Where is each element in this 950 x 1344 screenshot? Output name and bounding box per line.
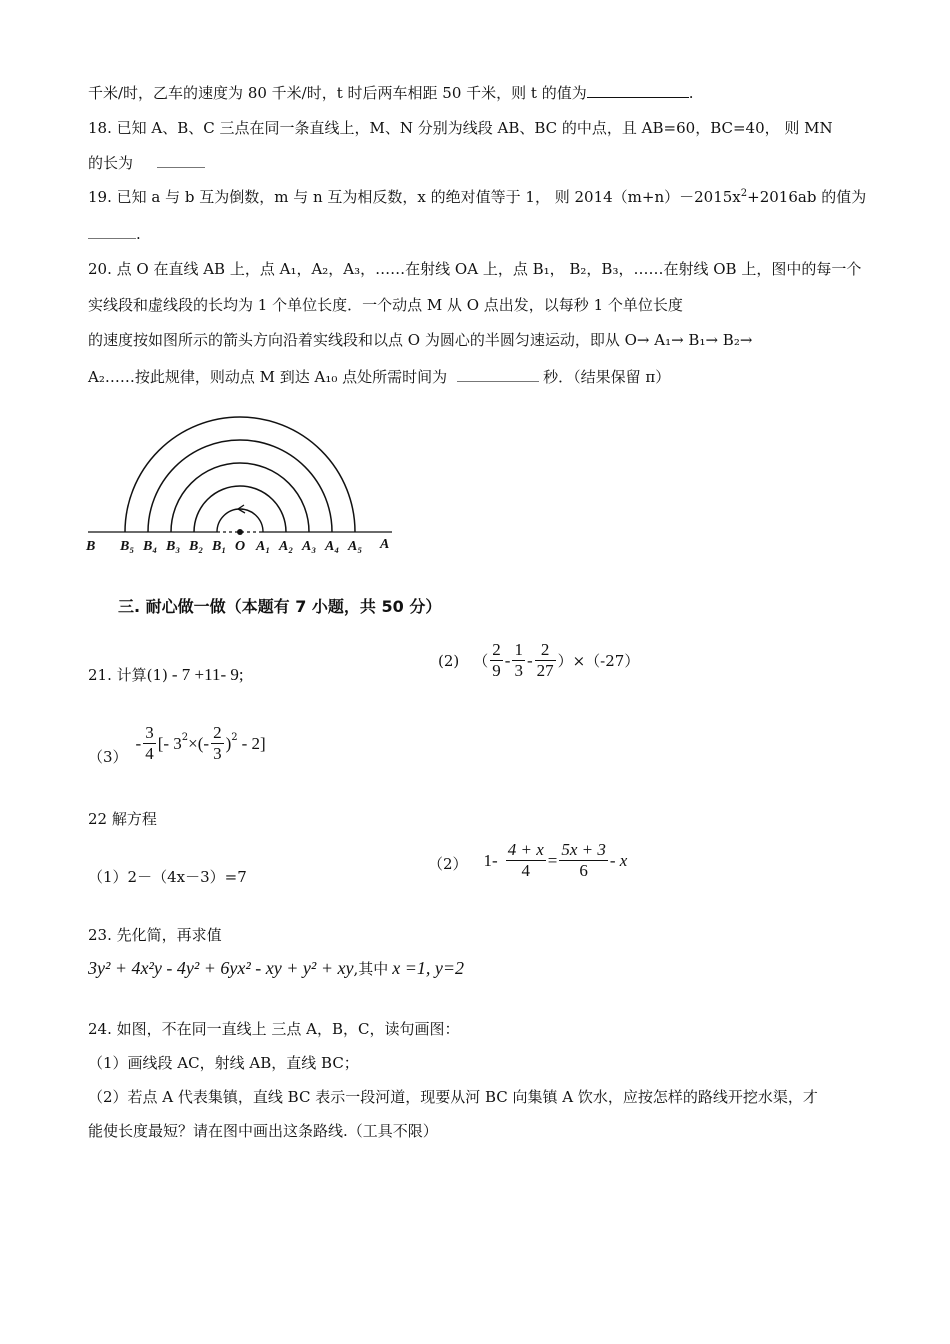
label-a: A	[380, 537, 390, 552]
center-point-o	[237, 529, 243, 535]
label-b2: B₂	[189, 539, 204, 554]
semicircle-4	[125, 417, 355, 532]
q21-3: （3） - $\frac{3}{4}$ [- 3 $^2$ ×(- $\frac{2}{3}$ ) $^2$ - 2]	[88, 723, 266, 766]
q18-blank[interactable]	[157, 153, 205, 168]
label-b4: B₄	[143, 539, 158, 554]
q19-blank[interactable]	[88, 224, 136, 239]
semicircle-2	[171, 463, 309, 532]
label-a1: A₁	[256, 539, 271, 554]
q24-line1: 24. 如图，不在同一直线上 三点 A，B，C，读句画图：	[88, 1020, 460, 1038]
q19-line2: .	[88, 224, 141, 243]
q17-tail: 千米/时，乙车的速度为 80 千米/时，t 时后两车相距 50 千米，则 t 的值为 .	[88, 84, 694, 102]
label-a4: A₄	[325, 539, 340, 554]
label-a2: A₂	[279, 539, 294, 554]
q18-line1: 18. 已知 A、B、C 三点在同一条直线上，M、N 分别为线段 AB、BC 的中点，且 AB=60，BC=40， 则 MN	[88, 119, 833, 137]
q19-line1: 19. 已知 a 与 b 互为倒数，m 与 n 互为相反数，x 的绝对值等于 1， 则 $2014(m+n)-2015x^2+2016ab$ 的值为	[88, 188, 867, 206]
label-a5: A₅	[348, 539, 363, 554]
semicircle-0	[217, 509, 263, 532]
q22-title: 22 解方程	[88, 810, 157, 828]
q20-line4: A₂……按此规律，则动点 M 到达 A₁₀ 点处所需时间为 秒．（结果保留 π）	[88, 368, 671, 386]
section-3-title: 三. 耐心做一做（本题有 7 小题，共 50 分）	[118, 597, 442, 616]
q20-line1: 20. 点 O 在直线 AB 上，点 A₁，A₂，A₃，……在射线 OA 上，点 B₁， B₂，B₃，……在射线 OB 上，图中的每一个	[88, 260, 862, 278]
q21-2: (2) （ $\frac{2}{9}$ - $\frac{1}{3}$ - $\frac{2}{27}$ ）×（-27）	[438, 640, 640, 680]
q20-line2: 实线段和虚线段的长均为 1 个单位长度．一个动点 M 从 O 点出发，以每秒 1 个单位长度	[88, 296, 683, 314]
q20-line3: 的速度按如图所示的箭头方向沿着实线段和以点 O 为圆心的半圆匀速运动，即从 O→ A₁→ B₁→ B₂→	[88, 331, 753, 349]
label-o: O	[235, 539, 246, 554]
label-b1: B₁	[212, 539, 227, 554]
label-a3: A₃	[302, 539, 317, 554]
label-b3: B₃	[166, 539, 181, 554]
q23-title: 23. 先化简，再求值	[88, 926, 222, 944]
q22-1: （1）2－（4x－3）=7	[88, 868, 247, 886]
q20-blank[interactable]	[457, 367, 539, 382]
q18-line2: 的长为	[88, 152, 205, 173]
q24-line3: （2）若点 A 代表集镇，直线 BC 表示一段河道，现要从河 BC 向集镇 A 饮水，应按怎样的路线开挖水渠，才	[88, 1088, 818, 1106]
q22-2: （2） 1- $\frac{4 + x}{4}$ = $\frac{5x + 3}{6}$ - x	[428, 840, 628, 880]
q23-expression: 3y² + 4x²y - 4y² + 6yx² - xy + y² + xy,其中 x =1, y=2	[88, 958, 465, 978]
q24-line4: 能使长度最短？请在图中画出这条路线.（工具不限）	[88, 1122, 438, 1140]
label-b: B	[86, 539, 96, 554]
q17-blank[interactable]	[587, 83, 689, 98]
q21-1: 21. 计算(1) - 7 +11- 9;	[88, 665, 244, 684]
q24-line2: （1）画线段 AC，射线 AB，直线 BC；	[88, 1054, 359, 1072]
label-b5: B₅	[120, 539, 135, 554]
semicircle-figure	[82, 392, 402, 562]
